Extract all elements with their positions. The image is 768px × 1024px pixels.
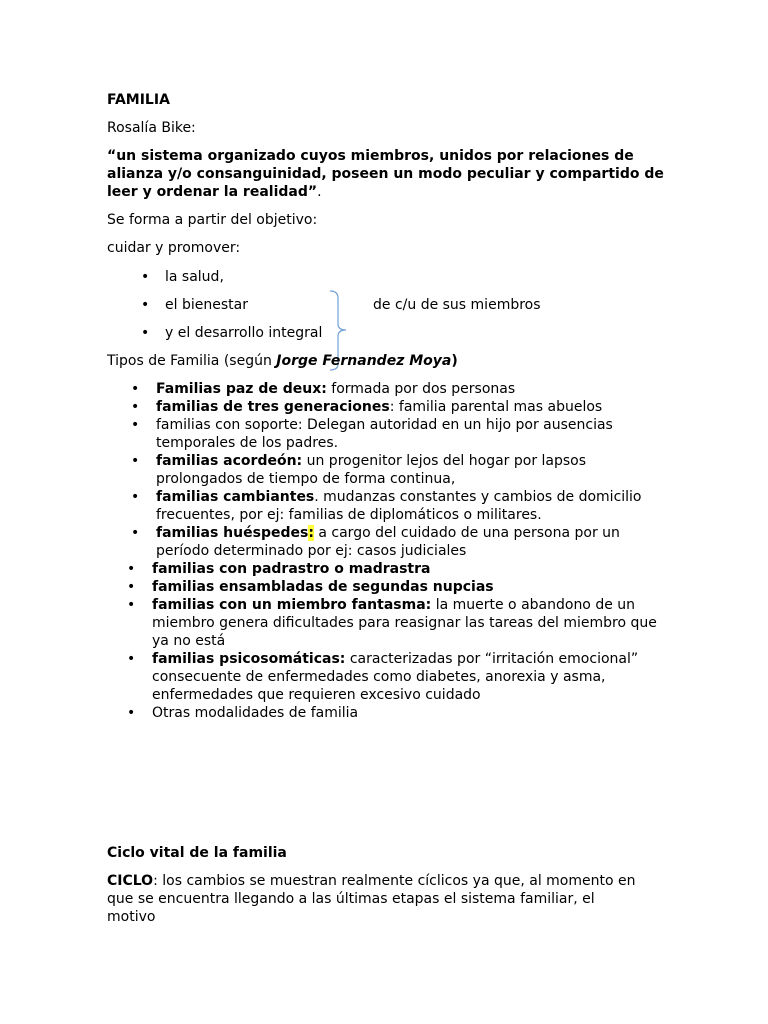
list-item: familias con un miembro fantasma: la muerte o abandono de un miembro genera dificultades para reasignar las tareas del miembro que ya no está	[152, 597, 657, 649]
bullet: •	[131, 399, 140, 415]
types-heading	[107, 352, 458, 370]
care-item: el bienestar	[165, 297, 248, 313]
bullet: •	[127, 597, 136, 613]
list-item: familias psicosomáticas: caracterizadas por “irritación emocional” consecuente de enfermedades como diabetes, anorexia y asma, enfermedades que requieren excesivo cuidado	[152, 651, 639, 703]
bullet: •	[131, 381, 140, 397]
care-item: la salud,	[165, 269, 224, 285]
bullet: •	[127, 651, 136, 667]
cycle-paragraph	[107, 872, 647, 926]
bullet: •	[131, 417, 140, 433]
list-item: familias con soporte: Delegan autoridad en un hijo por ausencias temporales de los padres.	[156, 417, 613, 451]
care-target: de c/u de sus miembros	[373, 297, 541, 313]
bullet: •	[141, 297, 150, 313]
objective-intro: Se forma a partir del objetivo:	[107, 212, 318, 228]
care-intro: cuidar y promover:	[107, 240, 241, 256]
care-item: y el desarrollo integral	[165, 325, 323, 341]
definition-paragraph	[107, 147, 667, 201]
cycle-heading: Ciclo vital de la familia	[107, 845, 287, 861]
cycle-text: : los cambios se muestran realmente cíclicos ya que, al momento en que se encuentra llegando a las últimas etapas el sistema familiar, el motivo	[107, 873, 636, 925]
highlight-mark: :	[308, 525, 314, 541]
list-item: familias acordeón: un progenitor lejos del hogar por lapsos prolongados de tiempo de forma continua,	[156, 453, 587, 487]
definition-quote: “un sistema organizado cuyos miembros, unidos por relaciones de alianza y/o consanguinidad, poseen un modo peculiar y compartido de leer y ordenar la realidad”	[107, 148, 664, 200]
list-item: familias de tres generaciones: familia parental mas abuelos	[156, 399, 603, 415]
page-title: FAMILIA	[107, 92, 170, 108]
bullet: •	[141, 325, 150, 341]
list-item: familias ensambladas de segundas nupcias	[152, 579, 494, 595]
list-item: familias con padrastro o madrastra	[152, 561, 431, 577]
definition-end: .	[317, 184, 322, 200]
types-suffix: )	[451, 353, 458, 369]
list-item: Otras modalidades de familia	[152, 705, 359, 721]
author-label: Rosalía Bike:	[107, 120, 196, 136]
cycle-term: CICLO	[107, 873, 154, 889]
bullet: •	[127, 579, 136, 595]
list-item: familias huéspedes: a cargo del cuidado de una persona por un período determinado por ej: casos judiciales	[156, 525, 620, 559]
list-item: Familias paz de deux: formada por dos personas	[156, 381, 516, 397]
bullet: •	[127, 705, 136, 721]
bullet: •	[131, 525, 140, 541]
types-prefix: Tipos de Familia (según	[107, 353, 277, 369]
bullet: •	[141, 269, 150, 285]
bullet: •	[127, 561, 136, 577]
bullet: •	[131, 453, 140, 469]
list-item: familias cambiantes. mudanzas constantes y cambios de domicilio frecuentes, por ej: familias de diplomáticos o militares.	[156, 489, 642, 523]
bullet: •	[131, 489, 140, 505]
types-author: Jorge Fernandez Moya	[276, 353, 452, 369]
